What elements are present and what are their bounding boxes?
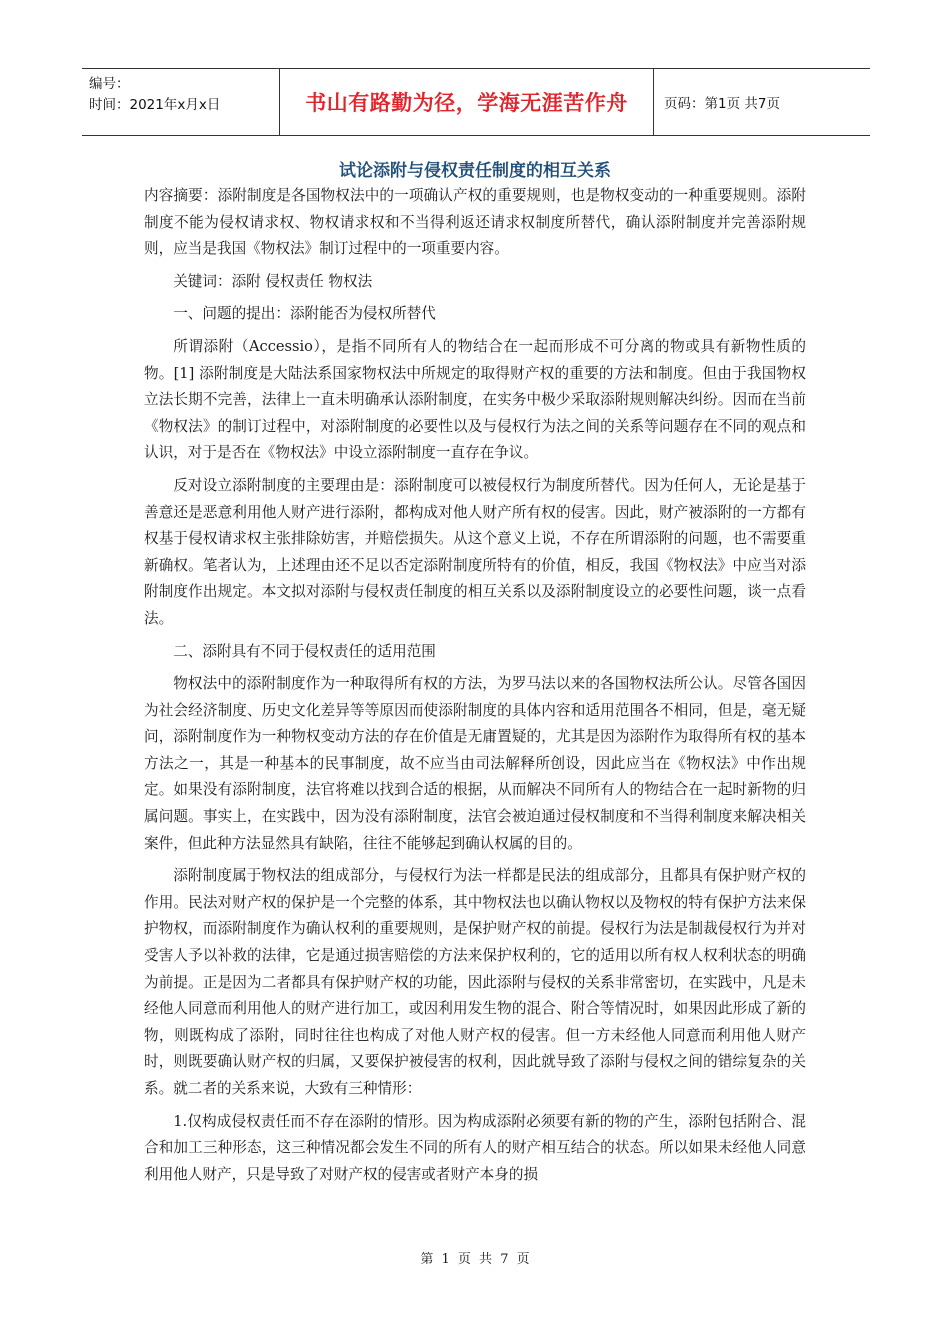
header-motto: 书山有路勤为径，学海无涯苦作舟 (279, 69, 654, 135)
header-meta (82, 69, 279, 135)
body-paragraph: 1.仅构成侵权责任而不存在添附的情形。因为构成添附必须要有新的物的产生，添附包括附合、混合和加工三种形态，这三种情况都会发生不同的所有人的财产相互结合的状态。所以如果未经他人同意利用他人财产，只是导致了对财产权的侵害或者财产本身的损 (144, 1112, 806, 1183)
abstract-paragraph: 内容摘要：添附制度是各国物权法中的一项确认产权的重要规则，也是物权变动的一种重要规则。添附制度不能为侵权请求权、物权请求权和不当得利返还请求权制度所替代，确认添附制度并完善添附规则，应当是我国《物权法》制订过程中的一项重要内容。 (144, 187, 806, 258)
body-paragraph: 反对设立添附制度的主要理由是：添附制度可以被侵权行为制度所替代。因为任何人，无论是基于善意还是恶意利用他人财产进行添附，都构成对他人财产所有权的侵害。因此，财产被添附的一方都有权基于侵权请求权主张排除妨害，并赔偿损失。从这个意义上说，不存在所谓添附的问题，也不需要重新确权。笔者认为，上述理由还不足以否定添附制度所特有的价值，相反，我国《物权法》中应当对添附制度作出规定。本文拟对添附与侵权责任制度的相互关系以及添附制度设立的必要性问题，谈一点看法。 (144, 476, 806, 627)
time-label: 时间：2021年x月x日 (89, 97, 221, 113)
body-paragraph: 添附制度属于物权法的组成部分，与侵权行为法一样都是民法的组成部分，且都具有保护财产权的作用。民法对财产权的保护是一个完整的体系，其中物权法也以确认物权以及物权的特有保护方法来保护物权，而添附制度作为确认权利的重要规则，是保护财产权的前提。侵权行为法是制裁侵权行为并对受害人予以补救的法律，它是通过损害赔偿的方法来保护权利的，它的适用以所有权人权利状态的明确为前提。正是因为二者都具有保护财产权的功能，因此添附与侵权的关系非常密切，在实践中，凡是未经他人同意而利用他人的财产进行加工，或因利用发生物的混合、附合等情况时，如果因此形成了新的物，则既构成了添附，同时往往也构成了对他人财产权的侵害。但一方未经他人同意而利用他人财产时，则既要确认财产权的归属，又要保护被侵害的权利，因此就导致了添附与侵权之间的错综复杂的关系。就二者的关系来说，大致有三种情形： (144, 867, 806, 1097)
body-paragraph: 所谓添附（Accessio），是指不同所有人的物结合在一起而形成不可分离的物或具有新物性质的物。[1] 添附制度是大陆法系国家物权法中所规定的取得财产权的重要的方法和制度。但由于我国物权立法长期不完善，法律上一直未明确承认添附制度，在实务中极少采取添附规则解决纠纷。因而在当前《物权法》的制订过程中，对添附制度的必要性以及与侵权行为法之间的关系等问题存在不同的观点和认识，对于是否在《物权法》中设立添附制度一直存在争议。 (144, 337, 806, 462)
header-page-info: 页码：第1页 共7页 (664, 96, 780, 112)
page-footer: 第 1 页 共 7 页 (420, 1252, 530, 1267)
keywords-line: 关键词：添附 侵权责任 物权法 (173, 272, 373, 290)
number-label: 编号： (89, 76, 130, 92)
document-title: 试论添附与侵权责任制度的相互关系 (339, 161, 611, 181)
document-header (82, 68, 870, 136)
document-body (144, 183, 806, 1194)
body-paragraph: 物权法中的添附制度作为一种取得所有权的方法，为罗马法以来的各国物权法所公认。尽管各国因为社会经济制度、历史文化差异等等原因而使添附制度的具体内容和适用范围各不相同，但是，毫无疑问，添附制度作为一种物权变动方法的存在价值是无庸置疑的，尤其是因为添附作为取得所有权的基本方法之一，其是一种基本的民事制度，故不应当由司法解释所创设，因此应当在《物权法》中作出规定。如果没有添附制度，法官将难以找到合适的根据，从而解决不同所有人的物结合在一起时新物的归属问题。事实上，在实践中，因为没有添附制度，法官会被迫通过侵权制度和不当得利制度来解决相关案件，但此种方法显然具有缺陷，往往不能够起到确认权属的目的。 (144, 675, 806, 852)
section-heading-1: 一、问题的提出：添附能否为侵权所替代 (173, 305, 436, 323)
section-heading-2: 二、添附具有不同于侵权责任的适用范围 (173, 642, 436, 660)
